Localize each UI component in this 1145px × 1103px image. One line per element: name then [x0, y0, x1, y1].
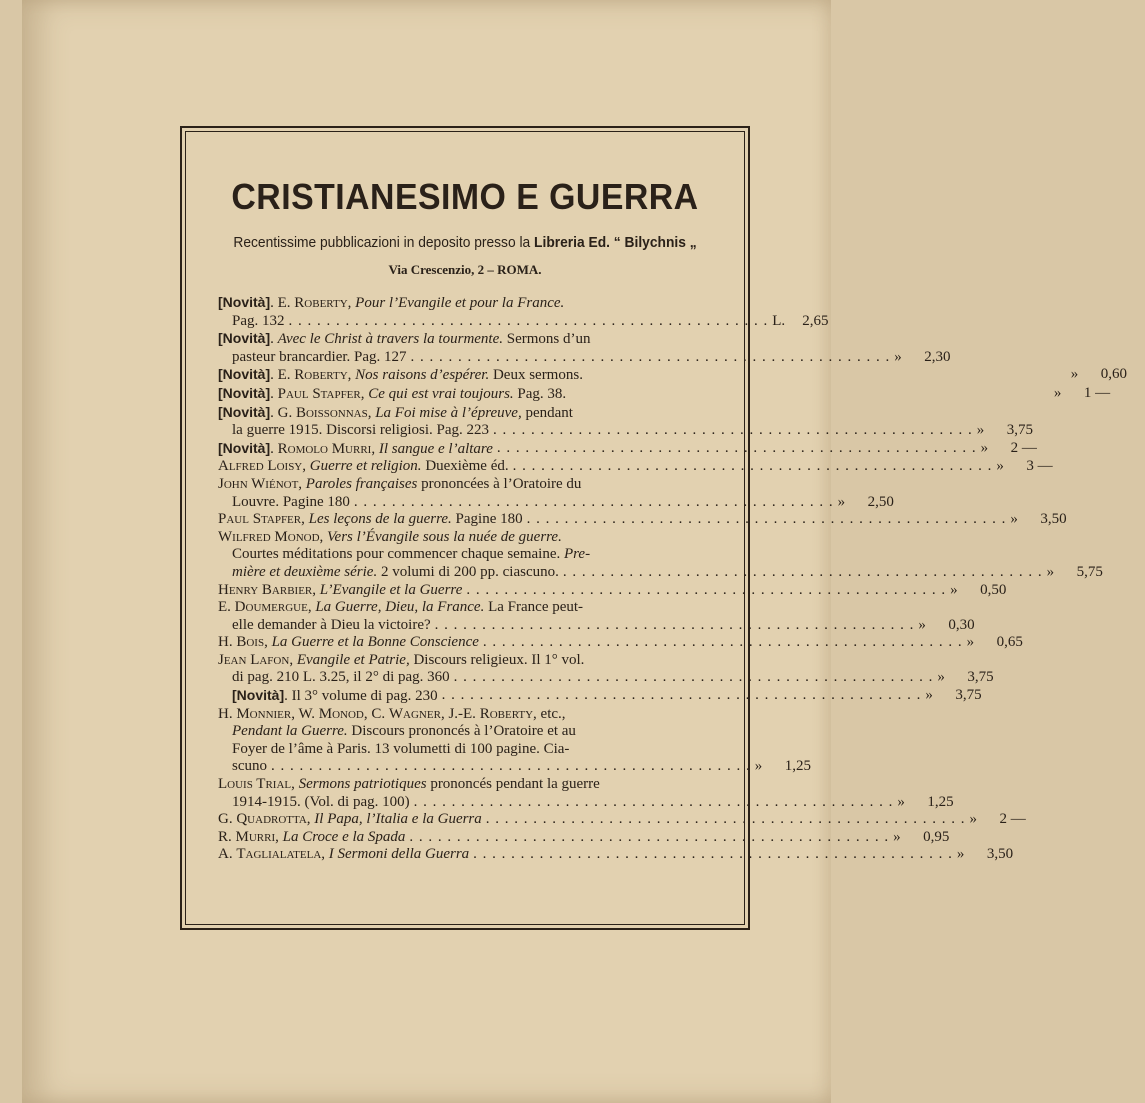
dot-leader: [486, 811, 966, 829]
book-title: Vers l’Évangile sous la nuée de guerre.: [327, 528, 562, 545]
price-mark: »: [925, 687, 933, 704]
entry-text-part: ,: [264, 634, 272, 651]
catalog-entry-line: [218, 546, 715, 564]
catalog-entry-line: [218, 458, 1053, 476]
entry-text-part: G.: [218, 811, 237, 828]
entry-text: [218, 494, 350, 512]
catalog-entry: [218, 439, 1037, 459]
entry-text-part: ,: [371, 440, 379, 457]
entry-text-part: prononcées à l’Oratoire du: [417, 475, 582, 492]
catalog-entry: [218, 705, 811, 776]
book-title: Pendant la Guerre.: [232, 723, 348, 740]
entry-text-part: Duexième éd.: [421, 458, 509, 475]
entry-text-part: , W.: [291, 705, 319, 722]
entry-text-part: ,: [319, 528, 328, 545]
author-name: Wagner: [388, 705, 441, 722]
entry-text-part: elle demander à Dieu la victoire?: [232, 616, 431, 633]
catalog-entry-line: [218, 758, 811, 776]
catalog-entry-line: [218, 384, 1111, 404]
price-value: 0,60: [1100, 366, 1127, 383]
price-mark: »: [837, 493, 846, 510]
catalog-entry: [218, 475, 894, 511]
price: [1050, 385, 1128, 404]
catalog-entry: [218, 811, 1026, 829]
entry-text-part: ,: [291, 776, 299, 793]
price-value: 2,50: [867, 493, 894, 510]
novelty-tag: [Novità]: [218, 366, 271, 383]
catalog-entry: [218, 403, 1034, 440]
entry-text-part: , etc.,: [533, 705, 566, 722]
price-mark: »: [1046, 563, 1055, 580]
entry-text: [218, 634, 479, 652]
entry-text-part: La France peut-: [484, 599, 584, 616]
entry-text: [218, 794, 410, 812]
entry-text: [218, 564, 559, 582]
price-value: 3,50: [986, 846, 1014, 863]
entry-text-part: E.: [218, 599, 235, 616]
catalog-entry-line: [218, 312, 829, 331]
price: [914, 617, 992, 635]
entry-text: [218, 546, 590, 564]
entry-text-part: ,: [347, 367, 356, 384]
dot-leader: [409, 829, 889, 847]
price-value: 0,65: [996, 634, 1023, 651]
entry-text-part: .: [270, 331, 278, 348]
entry-text-part: ,: [275, 828, 283, 845]
entry-text-part: .: [270, 385, 278, 402]
price-value: 5,75: [1076, 563, 1103, 580]
book-title: La Croce e la Spada: [282, 828, 406, 845]
novelty-tag: [Novità]: [218, 403, 271, 420]
entry-text-part: pendant: [521, 404, 573, 421]
price-value: 3,75: [967, 669, 994, 686]
book-title: Il Papa, l’Italia e la Guerra: [314, 811, 482, 828]
catalog-entry-line: [218, 563, 1103, 582]
price-value: 3,75: [955, 687, 982, 704]
price-mark: »: [897, 793, 905, 810]
catalog-entry: [218, 366, 1127, 385]
catalog-entry-line: [218, 828, 950, 847]
price: [890, 349, 968, 367]
price-value: 2,30: [924, 348, 951, 365]
price-value: 0,50: [980, 581, 1007, 598]
catalog-entry-line: [218, 476, 715, 494]
author-name: Alfred Loisy: [218, 458, 303, 475]
book-title: Pre-: [563, 546, 591, 563]
price-mark: »: [1053, 384, 1062, 401]
price-value: 1,25: [927, 793, 954, 810]
publisher-line: [208, 234, 721, 251]
catalog-entry-line: [218, 404, 715, 423]
catalog-entry-line: [218, 652, 715, 670]
entry-text-part: prononcés pendant la guerre: [426, 776, 600, 793]
catalog-entry-line: [218, 811, 1026, 829]
catalog-list: [218, 294, 1127, 864]
entry-text: [218, 294, 564, 313]
entry-text-part: di pag. 210 L. 3.25, il 2° di pag. 360: [232, 669, 450, 686]
catalog-entry-line: [218, 776, 715, 794]
entry-text: [218, 706, 566, 724]
entry-text-part: scuno: [232, 758, 267, 775]
author-name: Paul Stapfer: [277, 385, 361, 402]
entry-text-part: ,: [298, 475, 306, 492]
entry-text: [218, 385, 566, 404]
advertisement-frame: [180, 126, 1127, 930]
price-mark: »: [976, 422, 985, 439]
entry-text: [218, 811, 482, 829]
catalog-entry-line: [218, 581, 1007, 600]
price: [893, 794, 971, 812]
book-title: mière et deuxième série.: [232, 563, 378, 580]
dot-leader: [483, 634, 963, 652]
catalog-entry: [218, 828, 950, 847]
book-title: Nos raisons d’espérer.: [355, 367, 490, 384]
catalog-entry-line: [218, 529, 715, 547]
entry-text-part: H.: [218, 634, 237, 651]
catalog-entry: [218, 528, 1103, 582]
catalog-entry: [218, 846, 1014, 864]
price-mark: »: [1070, 366, 1079, 383]
entry-text-part: ,: [307, 599, 316, 616]
price: [933, 669, 1011, 687]
entry-text: [218, 366, 583, 385]
book-title: Evangile et Patrie,: [296, 651, 410, 668]
publisher-name: Libreria Ed. “ Bilychnis „: [534, 234, 697, 251]
price-mark: »: [956, 846, 965, 863]
price-value: 3,75: [1006, 422, 1034, 439]
entry-text-part: ,: [289, 651, 297, 668]
dot-leader: [442, 687, 922, 706]
author-name: Jean Lafon: [218, 651, 290, 668]
price-mark: »: [950, 581, 958, 598]
entry-text: [218, 829, 405, 847]
page-title: CRISTIANESIMO E GUERRA: [231, 176, 699, 217]
price-mark: »: [937, 669, 945, 686]
dot-leader: [411, 349, 891, 367]
price-value: 0,95: [923, 828, 950, 845]
entry-text-part: 1914-1915. (Vol. di pag. 100): [232, 793, 410, 810]
price: [966, 811, 1044, 829]
price: [1067, 366, 1145, 385]
price: [921, 687, 999, 706]
entry-text: [218, 404, 573, 423]
catalog-entry: [218, 294, 829, 330]
catalog-entry-line: [218, 616, 975, 635]
book-title: Pour l’Evangile et pour la France.: [355, 295, 565, 311]
publisher-address: Via Crescenzio, 2 – ROMA.: [388, 262, 542, 277]
entry-text: [218, 687, 438, 706]
author-name: Paul Stapfer: [218, 511, 302, 528]
price: [992, 458, 1070, 476]
book-title: Avec le Christ à travers la tourmente.: [277, 331, 504, 348]
price: [953, 846, 1031, 864]
entry-text-part: .: [270, 440, 278, 457]
price: [973, 422, 1051, 440]
catalog-entry: [218, 634, 1023, 652]
price-value: 2 —: [999, 811, 1026, 828]
entry-text: [218, 511, 523, 529]
novelty-tag: [Novità]: [218, 384, 271, 401]
entry-text-part: Pagine 180: [451, 511, 523, 528]
entry-text: [218, 349, 407, 367]
book-title: Sermons patriotiques: [298, 776, 427, 793]
author-name: Doumergue: [234, 599, 308, 616]
author-name: Monod: [318, 705, 364, 722]
catalog-entry-line: [218, 669, 994, 687]
entry-text: [218, 599, 583, 617]
catalog-entry-line: [218, 422, 1034, 440]
catalog-entry-line: [218, 793, 954, 812]
author-name: Roberty: [294, 367, 348, 384]
dot-leader: [497, 440, 977, 459]
entry-text-part: ,: [312, 581, 320, 598]
dot-leader: [354, 494, 834, 512]
price-mark: L.: [772, 312, 786, 329]
dot-leader: [473, 846, 953, 864]
entry-text-part: A.: [218, 846, 237, 863]
price-value: 3,50: [1040, 511, 1067, 528]
entry-text: [218, 669, 450, 687]
author-name: Boissonnas: [295, 404, 368, 421]
catalog-entry-line: [218, 741, 715, 759]
entry-text-part: ,: [321, 846, 329, 863]
entry-text: [218, 582, 462, 600]
author-name: Monnier: [236, 705, 292, 722]
catalog-entry: [218, 599, 975, 634]
catalog-entry-line: [218, 846, 1014, 864]
book-title: La Guerre et la Bonne Conscience: [271, 634, 479, 651]
dot-leader: [414, 794, 894, 812]
price-value: 1,25: [784, 758, 811, 775]
entry-text-part: ,: [347, 295, 356, 311]
price: [1043, 564, 1121, 582]
price-mark: »: [969, 811, 978, 828]
price-mark: »: [894, 348, 902, 365]
price-mark: »: [966, 634, 975, 651]
entry-text: [218, 313, 285, 331]
entry-text-part: Courtes méditations pour commencer chaque semaine.: [232, 546, 564, 563]
entry-text-part: Louvre. Pagine 180: [232, 493, 350, 510]
catalog-entry: [218, 511, 1067, 529]
entry-text-part: . Il 3° volume di pag. 230: [284, 688, 438, 705]
entry-text-part: H.: [218, 705, 237, 722]
catalog-entry: [218, 330, 951, 366]
entry-text-part: R.: [218, 828, 236, 845]
price: [768, 313, 846, 331]
entry-text-part: ,: [301, 511, 309, 528]
entry-text-part: Discours religieux. Il 1° vol.: [409, 651, 585, 668]
dot-leader: [527, 511, 1007, 529]
price-mark: »: [893, 828, 901, 845]
book-title: Paroles françaises: [305, 475, 418, 492]
entry-text-part: la guerre 1915. Discorsi religiosi. Pag. 223: [232, 422, 490, 439]
author-name: Henry Barbier: [218, 581, 313, 598]
dot-leader: [466, 582, 946, 600]
price: [963, 634, 1041, 652]
entry-text-part: , J.-E.: [440, 705, 480, 722]
entry-text-part: 2 volumi di 200 pp. ciascuno.: [377, 563, 559, 580]
dot-leader: [563, 564, 1043, 582]
entry-text-part: Foyer de l’âme à Paris. 13 volumetti di 100 pagine. Cia-: [232, 740, 570, 757]
entry-text-part: Pag. 132: [232, 312, 285, 329]
catalog-entry-line: [218, 687, 982, 706]
catalog-entry-line: [218, 511, 1067, 529]
book-title: Ce qui est vrai toujours.: [368, 385, 514, 402]
entry-text: [218, 330, 591, 349]
catalog-entry: [218, 776, 954, 811]
catalog-entry-line: [218, 599, 715, 617]
entry-text: [218, 422, 489, 440]
price-value: 0,30: [948, 616, 975, 633]
entry-text-part: . E.: [270, 367, 295, 384]
author-name: Roberty: [294, 295, 348, 311]
catalog-entry-line: [218, 723, 715, 741]
price-value: 2 —: [1010, 439, 1037, 456]
catalog-entry: [218, 581, 1007, 600]
entry-text-part: ,: [302, 458, 310, 475]
catalog-entry-line: [218, 439, 1037, 459]
catalog-entry: [218, 458, 1053, 476]
entry-text: [218, 776, 600, 794]
book-title: Il sangue e l’altare: [378, 440, 493, 457]
catalog-entry-line: [218, 634, 1023, 652]
author-name: Roberty: [479, 705, 534, 722]
author-name: Bois: [236, 634, 265, 651]
entry-text: [218, 476, 581, 494]
entry-text: [218, 723, 576, 741]
catalog-entry-line: [218, 706, 715, 724]
author-name: Wilfred Monod: [218, 528, 320, 545]
dot-leader: [271, 758, 751, 776]
author-name: Romolo Murri: [277, 440, 372, 457]
entry-text-part: Deux sermons.: [489, 367, 583, 384]
price: [751, 758, 829, 776]
publisher-line-prefix: Recentissime pubblicazioni in deposito presso la: [233, 234, 531, 251]
entry-text-part: pasteur brancardier. Pag. 127: [232, 348, 407, 365]
dot-leader: [513, 458, 993, 476]
entry-text: [218, 458, 509, 476]
entry-text-part: ,: [367, 404, 376, 421]
entry-text: [218, 440, 493, 459]
price-mark: »: [918, 616, 926, 633]
price-value: 2,65: [802, 312, 829, 329]
book-title: I Sermoni della Guerra: [328, 846, 470, 863]
entry-text: [218, 758, 267, 776]
author-name: Quadrotta: [236, 811, 307, 828]
price-mark: »: [996, 458, 1004, 475]
entry-text-part: ,: [360, 385, 369, 402]
entry-text: [218, 652, 584, 670]
price: [1006, 511, 1084, 529]
dot-leader: [435, 617, 915, 635]
price: [946, 582, 1024, 600]
book-title: Guerre et religion.: [309, 458, 422, 475]
entry-text-part: Sermons d’un: [503, 331, 591, 348]
price-value: 1 —: [1083, 384, 1111, 401]
price-mark: »: [754, 758, 763, 775]
novelty-tag: [Novità]: [232, 687, 285, 704]
entry-text: [218, 846, 469, 864]
catalog-entry-line: [218, 366, 1127, 385]
entry-text: [218, 529, 562, 547]
entry-text: [218, 617, 431, 635]
price-mark: »: [980, 439, 989, 456]
catalog-entry-line: [218, 493, 894, 512]
novelty-tag: [Novità]: [218, 330, 271, 347]
advertisement-inner-border: [185, 131, 1127, 925]
catalog-entry: [218, 651, 994, 706]
book-title: Les leçons de la guerre.: [308, 511, 452, 528]
dot-leader: [289, 313, 769, 331]
price: [977, 440, 1055, 459]
entry-text: [218, 741, 569, 759]
novelty-tag: [Novità]: [218, 294, 271, 310]
price-mark: »: [1010, 511, 1018, 528]
book-title: La Guerre, Dieu, la France.: [315, 599, 485, 616]
dot-leader: [493, 422, 973, 440]
entry-text-part: . G.: [270, 404, 296, 421]
author-name: Murri: [235, 828, 276, 845]
entry-text-part: Pag. 38.: [513, 385, 567, 402]
price-value: 3 —: [1026, 458, 1053, 475]
entry-text-part: , C.: [363, 705, 389, 722]
book-title: L’Evangile et la Guerre: [319, 581, 463, 598]
book-title: La Foi mise à l’épreuve,: [375, 404, 522, 421]
author-name: John Wiénot: [218, 475, 299, 492]
price: [889, 829, 967, 847]
entry-text-part: ,: [306, 811, 315, 828]
novelty-tag: [Novità]: [218, 439, 271, 456]
book-page: [22, 0, 1127, 1103]
catalog-entry-line: [218, 294, 715, 313]
author-name: Louis Trial: [218, 776, 292, 793]
catalog-entry-line: [218, 348, 951, 367]
catalog-entry: [218, 384, 1111, 404]
catalog-entry-line: [218, 330, 715, 349]
author-name: Taglialatela: [236, 846, 322, 863]
entry-text-part: Discours prononcés à l’Oratoire et au: [347, 723, 576, 740]
price: [834, 494, 912, 512]
dot-leader: [454, 669, 934, 687]
entry-text-part: . E.: [270, 295, 295, 311]
